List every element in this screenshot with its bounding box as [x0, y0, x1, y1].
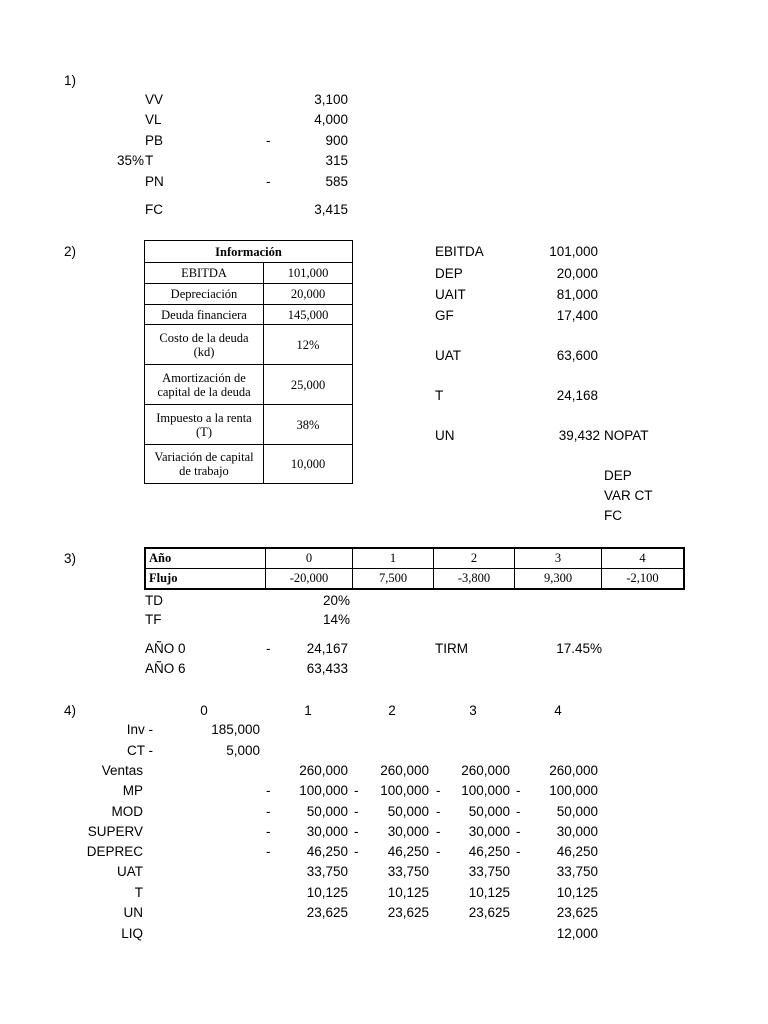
s4-inv-value: 185,000 — [211, 722, 260, 737]
s4-sign: - — [436, 844, 441, 859]
s4-sign: - — [436, 804, 441, 819]
s4-liq-value: 12,000 — [556, 926, 598, 941]
s4-sign: - — [266, 804, 271, 819]
info-label-kd: Costo de la deuda (kd) — [145, 325, 264, 365]
s3-year0-label: AÑO 0 — [145, 641, 186, 656]
cash-flow-table — [144, 547, 685, 590]
s2-calc-label-uait: UAIT — [435, 287, 466, 302]
s4-cell: 10,125 — [468, 885, 510, 900]
s4-cell: 30,000 — [468, 824, 510, 839]
s4-cell: 30,000 — [556, 824, 598, 839]
flow-value-1: 7,500 — [353, 569, 434, 590]
s4-cell: 23,625 — [556, 905, 598, 920]
s2-calc-label-un: UN — [435, 428, 455, 443]
s2-calc-value-ebitda: 101,000 — [549, 244, 598, 259]
s4-sign: - — [516, 804, 521, 819]
s3-year6-label: AÑO 6 — [145, 661, 186, 676]
s4-cell: 100,000 — [299, 783, 348, 798]
info-value-deuda: 145,000 — [264, 305, 353, 325]
s1-value-t: 315 — [325, 153, 348, 168]
s4-row-label: Ventas — [101, 763, 143, 778]
s3-tf-value: 14% — [322, 612, 350, 627]
s4-row-label: DEPREC — [86, 844, 143, 859]
s4-cell: 100,000 — [461, 783, 510, 798]
flow-value-2: -3,800 — [434, 569, 515, 590]
s4-sign: - — [516, 844, 521, 859]
s2-calc-value-t: 24,168 — [556, 388, 598, 403]
s2-extra-dep: DEP — [604, 468, 632, 483]
flow-value-4: -2,100 — [602, 569, 685, 590]
info-label-variacion-ct: Variación de capital de trabajo — [145, 445, 264, 484]
flow-year-2: 2 — [434, 548, 515, 569]
s4-row-label: SUPERV — [87, 824, 143, 839]
s4-cell: 260,000 — [380, 763, 429, 778]
s1-value-pb: 900 — [325, 133, 348, 148]
s4-cell: 46,250 — [468, 844, 510, 859]
s4-header-3: 3 — [469, 703, 477, 718]
section-3-number: 3) — [64, 551, 77, 566]
s4-row-label: T — [134, 885, 143, 900]
s3-tirm-value: 17.45% — [556, 641, 602, 656]
flow-year-3: 3 — [515, 548, 602, 569]
s4-sign: - — [354, 824, 359, 839]
s4-cell: 50,000 — [468, 804, 510, 819]
s2-calc-label-uat: UAT — [435, 348, 461, 363]
s4-sign: - — [516, 824, 521, 839]
info-value-impuesto: 38% — [264, 405, 353, 445]
s4-cell: 10,125 — [306, 885, 348, 900]
s1-value-vv: 3,100 — [314, 92, 348, 107]
s1-label-vv: VV — [145, 92, 164, 107]
s2-calc-value-dep: 20,000 — [556, 266, 598, 281]
s4-sign: - — [266, 844, 271, 859]
s4-cell: 46,250 — [556, 844, 598, 859]
flow-year-4: 4 — [602, 548, 685, 569]
s4-cell: 100,000 — [380, 783, 429, 798]
s1-label-pb: PB — [145, 133, 164, 148]
flow-label: Flujo — [145, 569, 266, 590]
s4-sign: - — [354, 844, 359, 859]
s4-sign: - — [354, 783, 359, 798]
s1-value-vl: 4,000 — [314, 112, 348, 127]
info-label-impuesto: Impuesto a la renta (T) — [145, 405, 264, 445]
s3-td-value: 20% — [322, 593, 350, 608]
section-2-number: 2) — [64, 244, 77, 259]
s4-cell: 30,000 — [306, 824, 348, 839]
s4-row-label: MP — [122, 783, 143, 798]
info-label-amortizacion: Amortización de capital de la deuda — [145, 365, 264, 405]
flow-year-0: 0 — [266, 548, 353, 569]
s4-row-label: MOD — [111, 804, 143, 819]
info-value-ebitda: 101,000 — [264, 263, 353, 284]
info-label-ebitda: EBITDA — [145, 263, 264, 284]
s1-label-vl: VL — [145, 112, 162, 127]
s3-year0-sign: - — [266, 641, 271, 656]
s4-cell: 23,625 — [468, 905, 510, 920]
s4-header-0: 0 — [200, 703, 208, 718]
s4-header-2: 2 — [388, 703, 396, 718]
flow-value-3: 9,300 — [515, 569, 602, 590]
s4-liq-label: LIQ — [121, 926, 143, 941]
s2-extra-var-ct: VAR CT — [604, 488, 653, 503]
s3-tf-label: TF — [145, 612, 162, 627]
s2-calc-label-dep: DEP — [435, 266, 463, 281]
section-4-number: 4) — [64, 703, 77, 718]
s4-cell: 33,750 — [306, 864, 348, 879]
s4-sign: - — [436, 824, 441, 839]
s4-inv-label: Inv - — [126, 722, 153, 737]
s3-tirm-label: TIRM — [435, 641, 468, 656]
info-table-title: Información — [145, 241, 353, 263]
s4-cell: 260,000 — [299, 763, 348, 778]
s2-extra-fc: FC — [604, 508, 622, 523]
s1-sign-pb: - — [266, 133, 271, 148]
s4-sign: - — [436, 783, 441, 798]
s2-calc-label-ebitda: EBITDA — [435, 244, 484, 259]
s4-header-4: 4 — [554, 703, 562, 718]
s4-cell: 10,125 — [387, 885, 429, 900]
s3-year6-value: 63,433 — [306, 661, 348, 676]
s2-nopat-label: NOPAT — [604, 428, 649, 443]
s4-header-1: 1 — [304, 703, 312, 718]
s2-calc-value-gf: 17,400 — [556, 308, 598, 323]
s4-cell: 260,000 — [461, 763, 510, 778]
info-value-variacion-ct: 10,000 — [264, 445, 353, 484]
s1-tax-rate: 35% — [116, 153, 144, 168]
s1-sign-pn: - — [266, 174, 271, 189]
s4-cell: 33,750 — [468, 864, 510, 879]
information-table — [144, 240, 353, 484]
s2-calc-value-uat: 63,600 — [556, 348, 598, 363]
info-value-amortizacion: 25,000 — [264, 365, 353, 405]
s4-ct-value: 5,000 — [226, 743, 260, 758]
flow-value-0: -20,000 — [266, 569, 353, 590]
flow-year-1: 1 — [353, 548, 434, 569]
s4-cell: 50,000 — [387, 804, 429, 819]
s4-ct-label: CT - — [127, 743, 153, 758]
s4-cell: 46,250 — [306, 844, 348, 859]
s1-label-pn: PN — [145, 174, 164, 189]
s3-year0-value: 24,167 — [306, 641, 348, 656]
info-value-kd: 12% — [264, 325, 353, 365]
s4-row-label: UAT — [117, 864, 143, 879]
s4-sign: - — [266, 783, 271, 798]
info-value-depreciacion: 20,000 — [264, 284, 353, 305]
s4-cell: 10,125 — [556, 885, 598, 900]
info-label-depreciacion: Depreciación — [145, 284, 264, 305]
s4-sign: - — [354, 804, 359, 819]
s4-cell: 46,250 — [387, 844, 429, 859]
s1-label-t: T — [145, 153, 154, 168]
s4-cell: 23,625 — [387, 905, 429, 920]
s3-td-label: TD — [145, 593, 163, 608]
s4-sign: - — [266, 824, 271, 839]
flow-year-label: Año — [145, 548, 266, 569]
s4-cell: 50,000 — [556, 804, 598, 819]
s2-calc-label-t: T — [435, 388, 444, 403]
info-label-deuda: Deuda financiera — [145, 305, 264, 325]
section-1-number: 1) — [64, 73, 77, 88]
s4-cell: 33,750 — [387, 864, 429, 879]
s2-calc-label-gf: GF — [435, 308, 454, 323]
s4-sign: - — [516, 783, 521, 798]
s4-cell: 30,000 — [387, 824, 429, 839]
s2-calc-value-un: 39,432 — [558, 428, 600, 443]
s4-cell: 100,000 — [549, 783, 598, 798]
s2-calc-value-uait: 81,000 — [556, 287, 598, 302]
s4-cell: 50,000 — [306, 804, 348, 819]
s4-cell: 260,000 — [549, 763, 598, 778]
s4-cell: 23,625 — [306, 905, 348, 920]
s4-cell: 33,750 — [556, 864, 598, 879]
s4-row-label: UN — [123, 905, 143, 920]
s1-label-fc: FC — [145, 202, 163, 217]
s1-value-fc: 3,415 — [314, 202, 348, 217]
s1-value-pn: 585 — [325, 174, 348, 189]
